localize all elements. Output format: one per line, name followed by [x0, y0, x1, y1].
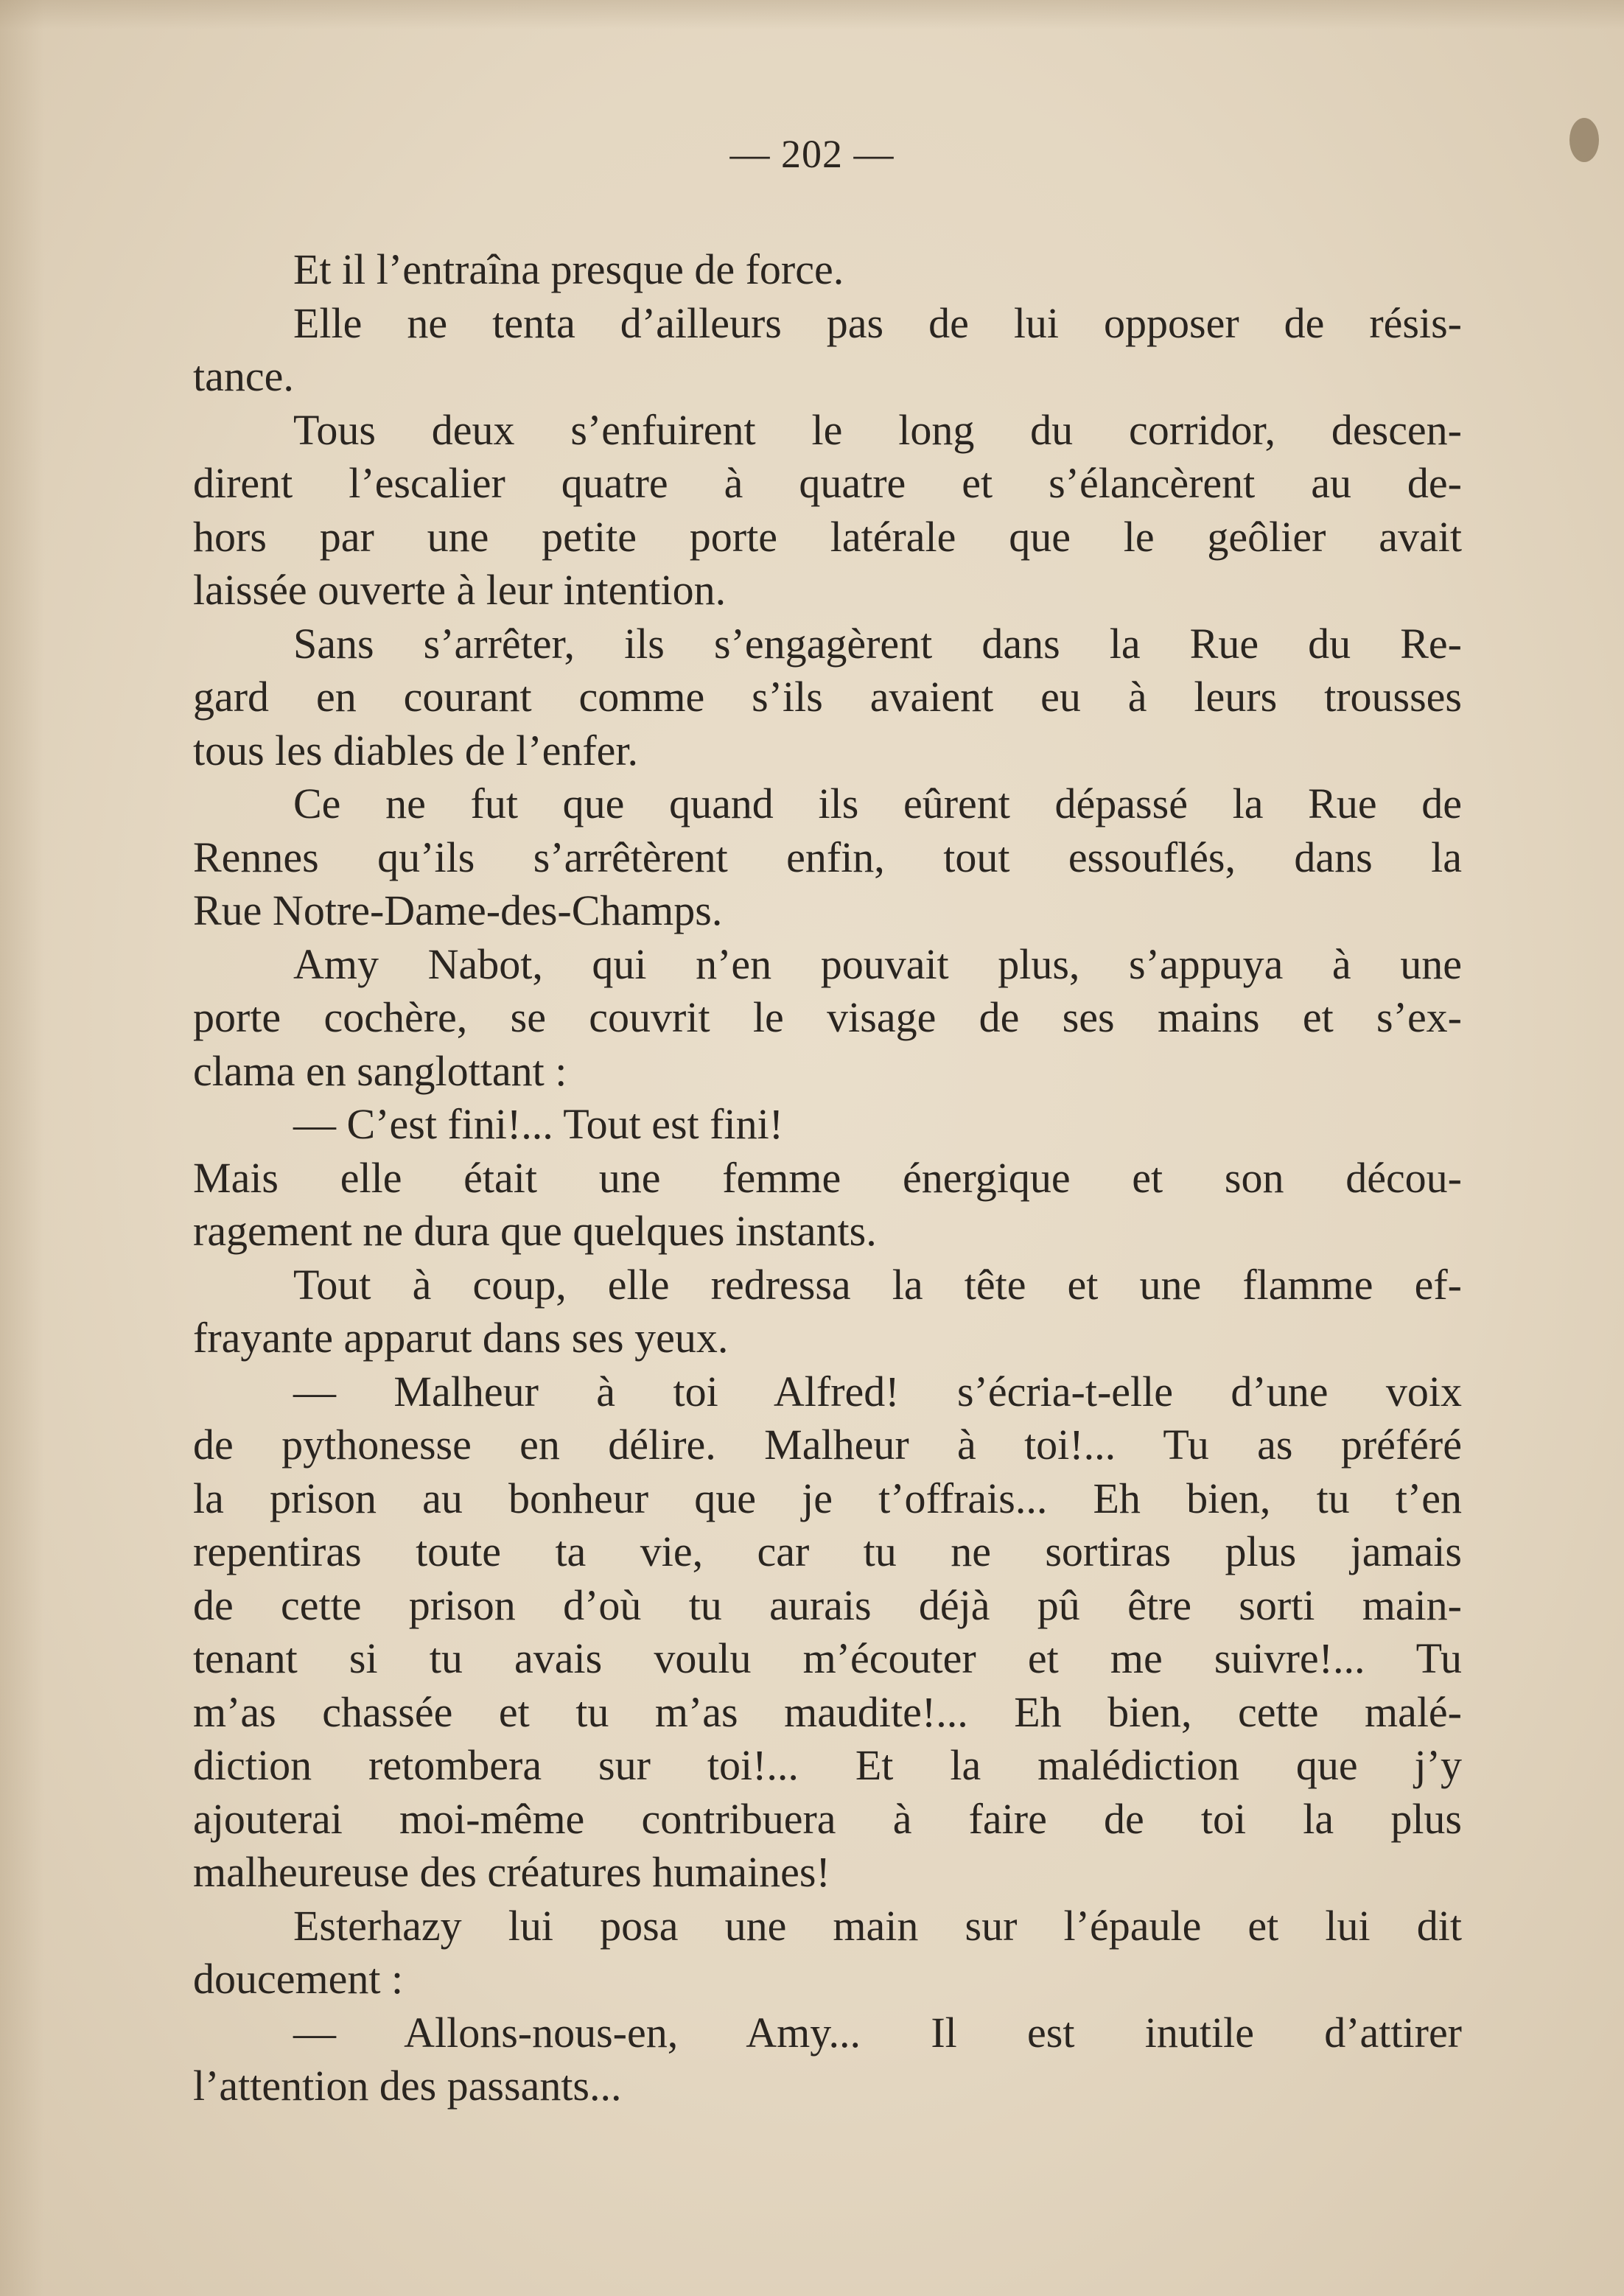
text-line: Rennes qu’ils s’arrêtèrent enfin, tout essouflés, dans la: [193, 833, 1462, 881]
text-line: gard en courant comme s’ils avaient eu à leurs trousses: [193, 673, 1462, 721]
text-line: ajouterai moi-même contribuera à faire de toi la plus: [193, 1794, 1462, 1843]
text-line: la prison au bonheur que je t’offrais... Eh bien, tu t’en: [193, 1474, 1462, 1522]
text-line: clama en sanglottant :: [193, 1046, 567, 1095]
text-line: tenant si tu avais voulu m’écouter et me suivre!... Tu: [193, 1634, 1462, 1682]
text-line: Tous deux s’enfuirent le long du corridor, descen-: [293, 405, 1462, 454]
body-text: [193, 243, 1462, 2113]
text-line: — C’est fini!... Tout est fini!: [293, 1100, 784, 1148]
text-line: Esterhazy lui posa une main sur l’épaule et lui dit: [293, 1901, 1462, 1950]
text-line: doucement :: [193, 1955, 404, 2003]
text-line: — Allons-nous-en, Amy... Il est inutile d’attirer: [293, 2008, 1462, 2057]
text-line: m’as chassée et tu m’as maudite!... Eh bien, cette malé-: [193, 1687, 1462, 1736]
text-line: malheureuse des créatures humaines!: [193, 1848, 830, 1896]
text-line: Rue Notre-Dame-des-Champs.: [193, 886, 723, 934]
page-number: — 202 —: [729, 132, 895, 176]
text-line: Ce ne fut que quand ils eûrent dépassé la Rue de: [293, 780, 1462, 827]
text-line: diction retombera sur toi!... Et la malédiction que j’y: [193, 1741, 1462, 1789]
text-line: Et il l’entraîna presque de force.: [293, 245, 844, 293]
text-line: tous les diables de l’enfer.: [193, 726, 638, 774]
text-line: dirent l’escalier quatre à quatre et s’élancèrent au de-: [193, 459, 1462, 507]
text-line: repentiras toute ta vie, car tu ne sortiras plus jamais: [193, 1527, 1462, 1575]
text-line: frayante apparut dans ses yeux.: [193, 1314, 729, 1362]
text-line: Mais elle était une femme énergique et son décou-: [193, 1153, 1462, 1202]
text-line: — Malheur à toi Alfred! s’écria-t-elle d’une voix: [293, 1367, 1462, 1415]
text-line: Amy Nabot, qui n’en pouvait plus, s’appuya à une: [293, 939, 1462, 988]
text-line: laissée ouverte à leur intention.: [193, 566, 727, 614]
text-line: Sans s’arrêter, ils s’engagèrent dans la Rue du Re-: [293, 619, 1462, 668]
text-line: porte cochère, se couvrit le visage de ses mains et s’ex-: [193, 993, 1462, 1041]
text-line: tance.: [193, 352, 294, 400]
text-line: de pythonesse en délire. Malheur à toi!... Tu as préféré: [193, 1421, 1462, 1469]
text-line: ragement ne dura que quelques instants.: [193, 1207, 877, 1255]
text-line: Elle ne tenta d’ailleurs pas de lui opposer de résis-: [293, 298, 1462, 347]
page-edge-shadow-top: [0, 0, 1624, 29]
text-line: l’attention des passants...: [193, 2062, 622, 2110]
text-line: Tout à coup, elle redressa la tête et une flamme ef-: [293, 1260, 1462, 1309]
page-edge-shadow-left: [0, 0, 44, 2296]
text-line: de cette prison d’où tu aurais déjà pû être sorti main-: [193, 1581, 1462, 1629]
text-line: hors par une petite porte latérale que le geôlier avait: [193, 512, 1462, 561]
